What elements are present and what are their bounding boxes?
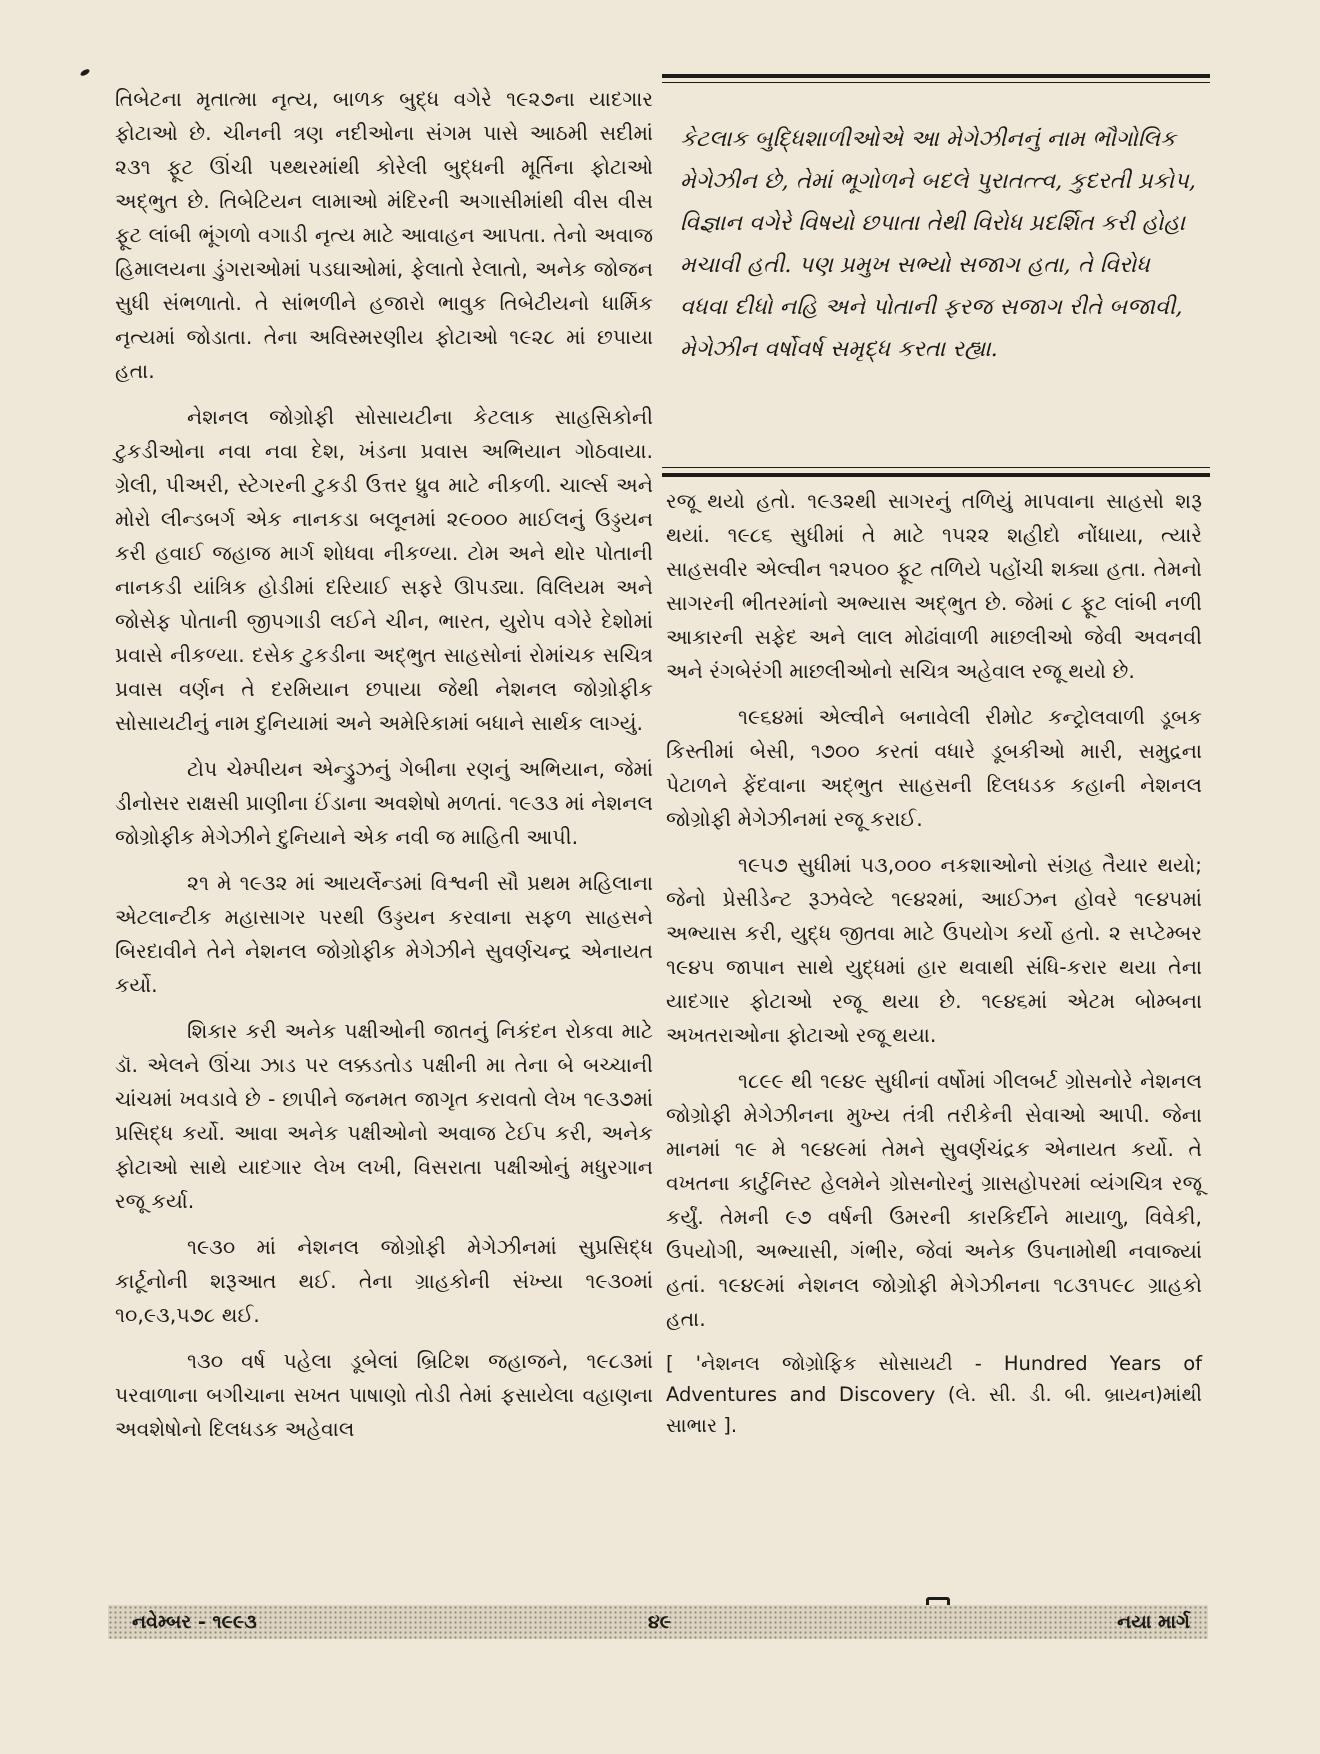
- paragraph: ૧૮૯૯ થી ૧૯૪૯ સુધીનાં વર્ષોમાં ગીલબર્ટ ગ્રોસનોરે નેશનલ જોગ્રોફી મેગેઝીનના મુખ્ય તંત્રી તરીકેની સેવાઓ આપી. જેના માનમાં ૧૯ મે ૧૯૪૯માં તેમને સુવર્ણચંદ્રક એનાયત કર્યો. તે વખતના કાર્ટુનિસ્ટ હેલમેને ગ્રોસનોરનું ગ્રાસહોપરમાં વ્યંગચિત્ર રજૂ કર્યું. તેમની ૯૭ વર્ષની ઉમરની કારકિર્દીને માયાળુ, વિવેકી, ઉપયોગી, અભ્યાસી, ગંભીર, જેવાં અનેક ઉપનામોથી નવાજ્યાં હતાં. ૧૯૪૯માં નેશનલ જોગ્રોફી મેગેઝીનના ૧૮૩૧૫૯૮ ગ્રાહકો હતા.: [666, 1069, 1202, 1331]
- paragraph: ૧૯૩૦ માં નેશનલ જોગ્રોફી મેગેઝીનમાં સુપ્રસિદ્ધ કાર્ટૂનોની શરૂઆત થઈ. તેના ગ્રાહકોની સંખ્યા ૧૯૩૦માં ૧૦,૯૩,૫૭૮ થઈ.: [115, 1235, 653, 1327]
- paragraph: તિબેટના મૃતાત્મા નૃત્ય, બાળક બુદ્ધ વગેરે ૧૯૨૭ના યાદગાર ફોટાઓ છે. ચીનની ત્રણ નદીઓના સંગમ પાસે આઠમી સદીમાં ૨૩૧ ફૂટ ઊંચી પથ્થરમાંથી કોરેલી બુદ્ધની મૂર્તિના ફોટાઓ અદ્ભુત છે. તિબેટિયન લામાઓ મંદિરની અગાસીમાંથી વીસ વીસ ફૂટ લાંબી ભૂંગળો વગાડી નૃત્ય માટે આવાહન આપતા. તેનો અવાજ હિમાલયના ડુંગરાઓમાં પડઘાઓમાં, ફેલાતો રેલાતો, અનેક જોજન સુધી સંભળાતો. તે સાંભળીને હજારો ભાવુક તિબેટીયનો ધાર્મિક નૃત્યમાં જોડાતા. તેના અવિસ્મરણીય ફોટાઓ ૧૯૨૮ માં છપાયા હતા.: [115, 87, 653, 383]
- source-citation: [ 'નેશનલ જોગ્રોફિક સોસાયટી - Hundred Years of Adventures and Discovery (લે. સી. ડી. બી. બ્રાયન)માંથી સાભાર ].: [666, 1352, 1202, 1437]
- paragraph: શિકાર કરી અનેક પક્ષીઓની જાતનું નિકંદન રોકવા માટે ડૉ. એલને ઊંચા ઝાડ પર લક્કડતોડ પક્ષીની મા તેના બે બચ્ચાની ચાંચમાં ખવડાવે છે - છાપીને જનમત જાગૃત કરાવતો લેખ ૧૯૩૭માં પ્રસિદ્ધ કર્યો. આવા અનેક પક્ષીઓનો અવાજ ટેઈપ કરી, અનેક ફોટાઓ સાથે યાદગાર લેખ લખી, વિસરાતા પક્ષીઓનું મધુરગાન રજૂ કર્યા.: [115, 1019, 653, 1213]
- paragraph: ૧૯૫૭ સુધીમાં ૫૩,૦૦૦ નકશાઓનો સંગ્રહ તૈયાર થયો; જેનો પ્રેસીડેન્ટ રૂઝવેલ્ટે ૧૯૪૨માં, આઈઝન હોવરે ૧૯૪૫માં અભ્યાસ કરી, યુદ્ધ જીતવા માટે ઉપયોગ કર્યો હતો. ૨ સપ્ટેમ્બર ૧૯૪૫ જાપાન સાથે યુદ્ધમાં હાર થવાથી સંધિ-કરાર થયા તેના યાદગાર ફોટાઓ રજૂ થયા છે. ૧૯૪૬માં એટમ બોમ્બના અખતરાઓના ફોટાઓ રજૂ થયા.: [666, 853, 1202, 1047]
- rule-top-thick: [662, 74, 1210, 78]
- paragraph: ટોપ ચેમ્પીયન એન્ડ્રુઝનું ગેબીના રણનું અભિયાન, જેમાં ડીનોસર રાક્ષસી પ્રાણીના ઈંડાના અવશેષો મળતાં. ૧૯૩૩ માં નેશનલ જોગ્રોફીક મેગેઝીને દુનિયાને એક નવી જ માહિતી આપી.: [115, 757, 653, 849]
- footer-page-number: ૪૯: [648, 1611, 672, 1633]
- rule-bottom-thick: [662, 473, 1210, 477]
- footer-magazine-name: નયા માર્ગ: [1117, 1611, 1190, 1633]
- paragraph: ૧૯૬૪માં એલ્વીને બનાવેલી રીમોટ કન્ટ્રોલવાળી ડૂબક કિસ્તીમાં બેસી, ૧૭૦૦ કરતાં વધારે ડૂબકીઓ મારી, સમુદ્રના પેટાળને ફેંદવાના અદ્ભુત સાહસની દિલધડક કહાની નેશનલ જોગ્રોફી મેગેઝીનમાં રજૂ કરાઈ.: [666, 705, 1202, 831]
- right-column: [666, 484, 1202, 1453]
- left-column: [115, 82, 653, 1458]
- paragraph: રજૂ થયો હતો. ૧૯૩૨થી સાગરનું તળિયું માપવાના સાહસો શરૂ થયાં. ૧૯૮૬ સુધીમાં તે માટે ૧૫૨૨ શહીદો નોંધાયા, ત્યારે સાહસવીર એલ્વીન ૧૨૫૦૦ ફૂટ તળિયે પહોંચી શક્યા હતા. તેમનો સાગરની ભીતરમાંનો અભ્યાસ અદ્ભુત છે. જેમાં ૮ ફૂટ લાંબી નળી આકારની સફેદ અને લાલ મોઢાંવાળી માછલીઓ જેવી અવનવી અને રંગબેરંગી માછલીઓનો સચિત્ર અહેવાલ રજૂ થયો છે.: [666, 489, 1202, 683]
- paragraph: ૧૩૦ વર્ષ પહેલા ડૂબેલાં બ્રિટિશ જહાજને, ૧૯૮૩માં પરવાળાના બગીચાના સખત પાષાણો તોડી તેમાં ફસાયેલા વહાણના અવશેષોનો દિલધડક અહેવાલ: [115, 1349, 653, 1441]
- page-footer: [108, 1605, 1208, 1639]
- rule-top-thin: [662, 82, 1210, 83]
- pullquote-text: કેટલાક બુદ્ધિશાળીઓએ આ મેગેઝીનનું નામ ભૌગોલિક મેગેઝીન છે, તેમાં ભૂગોળને બદલે પુરાતત્ત્વ, કુદરતી પ્રકોપ, વિજ્ઞાન વગેરે વિષયો છપાતા તેથી વિરોધ પ્રદર્શિત કરી હોહા મચાવી હતી. પણ પ્રમુખ સભ્યો સજાગ હતા, તે વિરોધ વધવા દીધો નહિ અને પોતાની ફરજ સજાગ રીતે બજાવી, મેગેઝીન વર્ષોવર્ષ સમૃદ્ધ કરતા રહ્યા.: [680, 126, 1196, 362]
- ink-speck: [79, 68, 90, 77]
- footer-issue-date: નવેમ્બર - ૧૯૯૩: [132, 1611, 257, 1633]
- paragraph: નેશનલ જોગ્રોફી સોસાયટીના કેટલાક સાહસિકોની ટુકડીઓના નવા નવા દેશ, ખંડના પ્રવાસ અભિયાન ગોઠવાયા. ગ્રેલી, પીઅરી, સ્ટેગરની ટુકડી ઉત્તર ધ્રુવ માટે નીકળી. ચાર્લ્સ અને મોરો લીન્ડબર્ગ એક નાનકડા બલૂનમાં ૨૯૦૦૦ માઈલનું ઉડ્ડયન કરી હવાઈ જહાજ માર્ગ શોધવા નીકળ્યા. ટોમ અને થોર પોતાની નાનકડી યાંત્રિક હોડીમાં દરિયાઈ સફરે ઊપડ્યા. વિલિયમ અને જોસેફ પોતાની જીપગાડી લઈને ચીન, ભારત, યુરોપ વગેરે દેશોમાં પ્રવાસે નીકળ્યા. દસેક ટુકડીના અદ્ભુત સાહસોનાં રોમાંચક સચિત્ર પ્રવાસ વર્ણન તે દરમિયાન છપાયા જેથી નેશનલ જોગ્રોફીક સોસાયટીનું નામ દુનિયામાં અને અમેરિકામાં બધાને સાર્થક લાગ્યું.: [115, 405, 653, 735]
- pullquote-box: [662, 74, 1210, 480]
- rule-bottom-thin: [662, 467, 1210, 468]
- paragraph: ૨૧ મે ૧૯૩૨ માં આયર્લેન્ડમાં વિશ્વની સૌ પ્રથમ મહિલાના એટલાન્ટીક મહાસાગર પરથી ઉડ્ડયન કરવાના સફળ સાહસને બિરદાવીને તેને નેશનલ જોગ્રોફીક મેગેઝીને સુવર્ણચન્દ્ર એનાયત કર્યો.: [115, 871, 653, 997]
